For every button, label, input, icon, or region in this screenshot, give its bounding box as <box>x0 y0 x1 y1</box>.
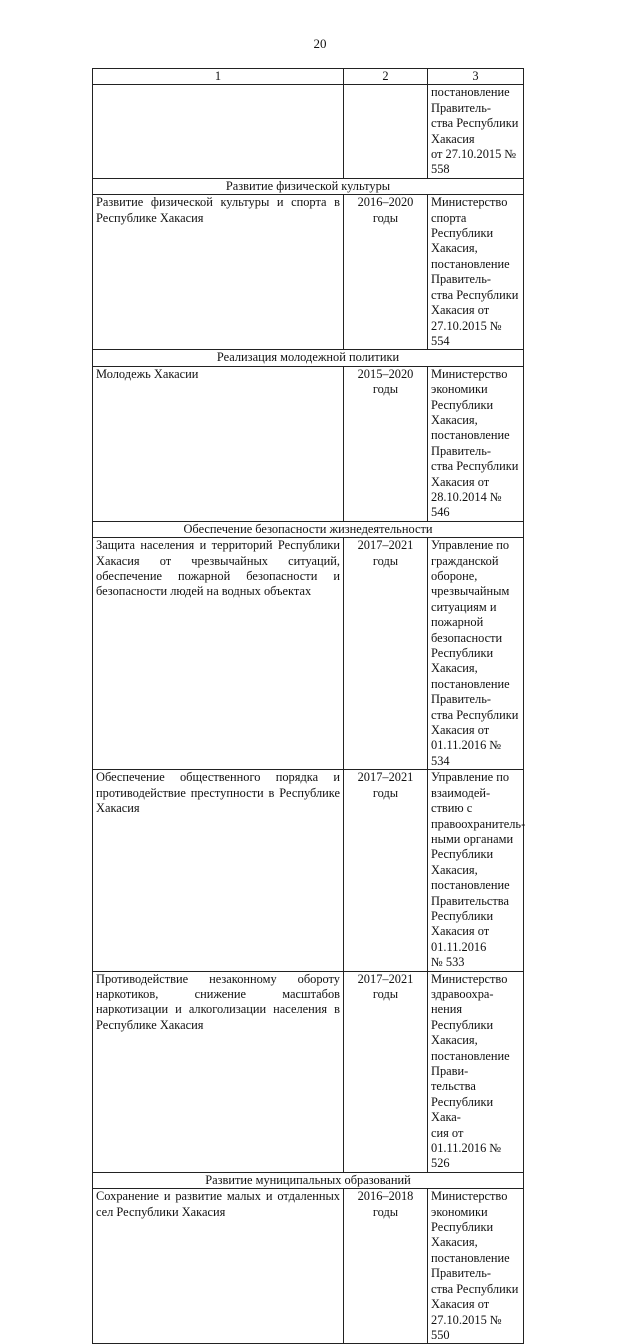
section-title: Обеспечение безопасности жизнедеятельности <box>93 521 524 537</box>
program-name <box>93 538 344 770</box>
program-name-text: Сохранение и развитие малых и отдаленных сел Республики Хакасия <box>96 1189 340 1219</box>
table-row <box>93 366 524 521</box>
program-responsible <box>428 1189 524 1344</box>
program-years <box>344 85 428 178</box>
table-row <box>93 538 524 770</box>
program-years <box>344 971 428 1172</box>
program-name <box>93 770 344 971</box>
program-responsible <box>428 538 524 770</box>
programs-table <box>92 68 524 1344</box>
table-row <box>93 195 524 350</box>
program-years-text: 2016–2018 годы <box>357 1189 414 1219</box>
table-header-row <box>93 69 524 85</box>
program-name <box>93 85 344 178</box>
section-header-row <box>93 1172 524 1188</box>
program-years <box>344 770 428 971</box>
program-responsible <box>428 195 524 350</box>
program-years <box>344 195 428 350</box>
section-header-row <box>93 178 524 194</box>
program-name <box>93 1189 344 1344</box>
program-name <box>93 195 344 350</box>
table-row <box>93 85 524 178</box>
section-header-row <box>93 350 524 366</box>
program-years <box>344 1189 428 1344</box>
table-row <box>93 971 524 1172</box>
header-col-2: 2 <box>344 69 428 85</box>
program-name-text: Молодежь Хакасии <box>96 366 199 381</box>
page-number: 20 <box>313 36 327 51</box>
program-name-text: Защита населения и территорий Республики Хакасия от чрезвычайных ситуаций, обеспечение пожарной безопасности и безопасности людей на водных объектах <box>96 538 340 599</box>
program-name <box>93 971 344 1172</box>
table-row <box>93 770 524 971</box>
table-row <box>93 1189 524 1344</box>
section-title: Развитие муниципальных образований <box>93 1172 524 1188</box>
program-responsible-text: Министерство спорта Республики Хакасия, постановление Правитель- ства Республики Хакасия от 27.10.2015 № 554 <box>431 195 519 348</box>
program-years <box>344 366 428 521</box>
header-col-1: 1 <box>93 69 344 85</box>
program-responsible <box>428 85 524 178</box>
program-years-text: 2017–2021 годы <box>357 770 414 800</box>
section-title: Реализация молодежной политики <box>93 350 524 366</box>
program-years <box>344 538 428 770</box>
program-name <box>93 366 344 521</box>
program-responsible <box>428 971 524 1172</box>
program-years-text: 2015–2020 годы <box>357 366 414 397</box>
program-name-text: Обеспечение общественного порядка и противодействие преступности в Республике Хакасия <box>96 770 340 816</box>
program-name-text: Противодействие незаконному обороту наркотиков, снижение масштабов наркотизации и алкоголизации населения в Республике Хакасия <box>96 971 340 1032</box>
program-years-text: 2016–2020 годы <box>357 195 414 225</box>
header-col-3: 3 <box>428 69 524 85</box>
program-responsible-text: Министерство экономики Республики Хакасия, постановление Правитель- ства Республики Хакасия от 27.10.2015 № 550 <box>431 1189 519 1342</box>
program-responsible-text: постановление Правитель- ства Республики Хакасия от 27.10.2015 № 558 <box>431 85 519 177</box>
program-responsible-text: Управление по гражданской обороне, чрезвычайным ситуациям и пожарной безопасности Республики Хакасия, постановление Правитель- ства Республики Хакасия от 01.11.2016 № 534 <box>431 538 519 768</box>
section-header-row <box>93 521 524 537</box>
program-responsible-text: Управление по взаимодей- ствию с правоохранитель- ными органами Республики Хакасия, постановление Правительства Республики Хакасия от 01.11.2016 № 533 <box>431 770 526 970</box>
program-years-text: 2017–2021 годы <box>357 971 414 1001</box>
program-name-text: Развитие физической культуры и спорта в Республике Хакасия <box>96 195 340 225</box>
program-responsible-text: Министерство экономики Республики Хакасия, постановление Правитель- ства Республики Хакасия от 28.10.2014 № 546 <box>431 366 519 520</box>
program-responsible <box>428 366 524 521</box>
program-years-text: 2017–2021 годы <box>357 538 414 568</box>
section-title: Развитие физической культуры <box>93 178 524 194</box>
program-responsible-text: Министерство здравоохра- нения Республики Хакасия, постановление Прави- тельства Республики Хака- сия от 01.11.2016 № 526 <box>431 971 510 1171</box>
program-responsible <box>428 770 524 971</box>
